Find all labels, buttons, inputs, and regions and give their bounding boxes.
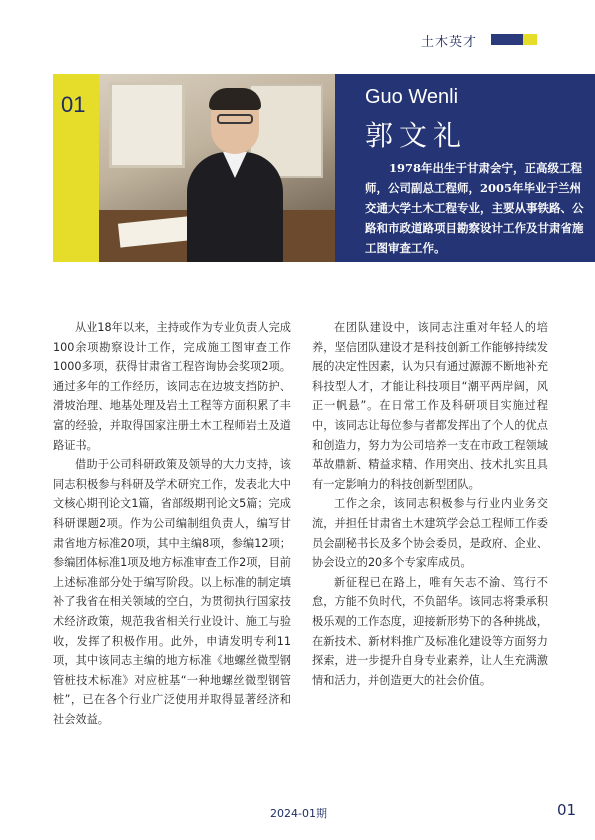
article-column-left [53,318,291,729]
profile-number: 01 [61,92,86,117]
section-label: 土木英才 [421,35,478,50]
page-number: 01 [557,801,577,819]
article-paragraph: 新征程已在路上，唯有矢志不渝、笃行不怠，方能不负时代，不负韶华。该同志将秉承积极乐观的工作态度，迎接新形势下的各种挑战，在新技术、新材料推广及标准化建设等方面努力探索，进一步提升自身专业素养，让人生充满激情和活力，并创造更大的社会价值。 [312,575,548,687]
header-bar-yellow [523,34,537,45]
photo-person-glasses [217,114,253,124]
article-paragraph: 工作之余，该同志积极参与行业内业务交流，并担任甘肃省土木建筑学会总工程师工作委员会副秘书长及多个协会委员，是政府、企业、协会设立的20多个专家库成员。 [312,497,548,570]
name-chinese: 郭文礼 [365,119,468,152]
article-paragraph: 在团队建设中，该同志注重对年轻人的培养，坚信团队建设才是科技创新工作能够持续发展的决定性因素，认为只有通过源源不断地补充科技型人才，才能让科技项目“潮平两岸阔，风正一帆悬”。在日常工作及科研项目实施过程中，该同志让每位参与者都发挥出了个人的优点和创造力，努力为公司培养一支在市政工程领域革故鼎新、精益求精、作用突出、技术扎实且具有一定影响力的科技创新型团队。 [312,321,548,491]
name-english: Guo Wenli [365,86,459,108]
article-paragraph: 借助于公司科研政策及领导的大力支持，该同志积极参与科研及学术研究工作，发表北大中文核心期刊论文1篇，省部级期刊论文5篇；完成科研课题2项。作为公司编制组负责人，编写甘肃省地方标准20项，其中主编8项，参编12项；参编团体标准1项及地方标准审查工作2项，目前上述标准部分处于编写阶段。以上标准的制定填补了我省在相关领域的空白，为贯彻执行国家技术经济政策，规范我省相关行业设计、施工与验收，发挥了积极作用。此外，申请发明专利11项，其中该同志主编的地方标准《地螺丝微型钢管桩技术标准》对应桩基“一种地螺丝微型钢管桩”，已在各个行业广泛使用并取得显著经济和社会效益。 [53,458,291,726]
photo-person-hair [209,88,261,110]
profile-banner [53,74,595,262]
article-column-right [312,318,548,690]
issue-label: 2024-01期 [270,807,327,820]
article-paragraph: 从业18年以来，主持或作为专业负责人完成100余项勘察设计工作，完成施工图审查工作1000多项，获得甘肃省工程咨询协会奖项2项。通过多年的工作经历，该同志在边坡支挡防护、滑坡治理、地基处理及岩土工程等方面积累了丰富的经验，并取得国家注册土木工程师岩土及道路证书。 [53,321,291,452]
profile-info-panel [335,74,595,262]
photo-window [109,82,185,168]
profile-bio: 1978年出生于甘肃会宁，正高级工程师，公司副总工程师，2005年毕业于兰州交通大学土木工程专业，主要从事铁路、公路和市政道路项目勘察设计工作及甘肃省施工图审查工作。 [365,161,584,255]
header-bar-navy [491,34,523,45]
portrait-photo [99,74,335,262]
